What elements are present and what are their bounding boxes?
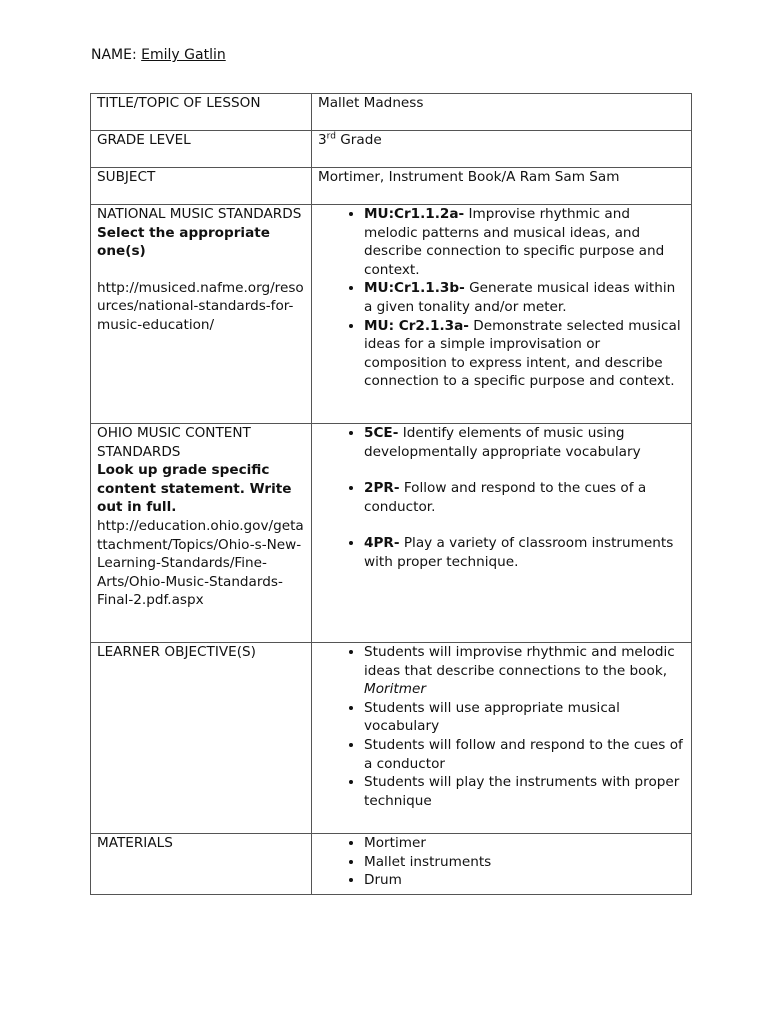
ohio-label-plain: OHIO MUSIC CONTENT STANDARDS	[97, 425, 251, 460]
list-item	[364, 424, 685, 461]
standard-text: Play a variety of classroom instruments with proper technique.	[364, 535, 674, 570]
title-value: Mallet Madness	[312, 94, 692, 131]
national-standards-list	[318, 205, 685, 391]
standard-code: MU:Cr1.1.3b-	[364, 280, 465, 297]
list-item	[364, 534, 685, 571]
list-item: • Mallet instruments	[364, 853, 685, 872]
subject-label: SUBJECT	[91, 168, 312, 205]
grade-suffix: rd	[326, 131, 336, 142]
list-item: • Drum	[364, 871, 685, 890]
national-label-bold: Select the appropriate one(s)	[97, 224, 270, 260]
list-item	[364, 317, 685, 391]
list-item	[364, 479, 685, 516]
national-label-plain: NATIONAL MUSIC STANDARDS	[97, 206, 302, 222]
grade-number: 3	[318, 132, 327, 148]
standard-text: Improvise rhythmic and melodic patterns and musical ideas, and describe connection to specific purpose and context.	[364, 206, 665, 278]
grade-label: GRADE LEVEL	[91, 131, 312, 168]
objectives-value-cell	[312, 643, 692, 834]
lesson-plan-table	[90, 93, 692, 895]
national-link[interactable]: http://musiced.nafme.org/resources/national-standards-for-music-education/	[97, 279, 304, 333]
list-item: • Mortimer	[364, 834, 685, 853]
standard-code: 5CE-	[364, 425, 399, 441]
grade-value	[312, 131, 692, 168]
list-item: • Students will use appropriate musical vocabulary	[364, 699, 685, 736]
objective-book-title: Moritmer	[364, 681, 426, 698]
list-item	[364, 205, 685, 279]
subject-value: Mortimer, Instrument Book/A Ram Sam Sam	[312, 168, 692, 205]
objective-text: Students will improvise rhythmic and melodic ideas that describe connections to the book,	[364, 644, 675, 679]
standard-text: Follow and respond to the cues of a conductor.	[364, 480, 647, 515]
standard-code: 2PR-	[364, 480, 400, 497]
objectives-list	[318, 643, 685, 810]
list-item: • Students will play the instruments with proper technique	[364, 773, 685, 810]
row-learner-objectives	[91, 643, 692, 834]
list-item	[364, 643, 685, 699]
objectives-label: LEARNER OBJECTIVE(S)	[91, 643, 312, 834]
materials-value-cell	[312, 834, 692, 895]
list-item	[364, 279, 685, 316]
standard-code: 4PR-	[364, 535, 400, 552]
ohio-value-cell	[312, 424, 692, 643]
grade-rest: Grade	[335, 132, 382, 148]
row-title	[91, 94, 692, 131]
standard-code: MU: Cr2.1.3a-	[364, 317, 469, 334]
national-value-cell	[312, 205, 692, 424]
ohio-link[interactable]: http://education.ohio.gov/getattachment/Topics/Ohio-s-New-Learning-Standards/Fine-Arts/Ohio-Music-Standards-Final-2.pdf.aspx	[97, 517, 304, 609]
row-subject	[91, 168, 692, 205]
national-label	[97, 205, 305, 261]
name-label: NAME:	[91, 47, 142, 63]
standard-code: MU:Cr1.1.2a-	[364, 206, 465, 222]
row-ohio-standards	[91, 424, 692, 643]
name-line	[91, 46, 226, 64]
row-materials	[91, 834, 692, 895]
title-label: TITLE/TOPIC OF LESSON	[91, 94, 312, 131]
row-national-standards	[91, 205, 692, 424]
materials-label: MATERIALS	[91, 834, 312, 895]
name-value: Emily Gatlin	[141, 47, 226, 63]
standard-text: Identify elements of music using developmentally appropriate vocabulary	[364, 425, 641, 460]
standard-text: Demonstrate selected musical ideas for a simple improvisation or composition to express intent, and describe connection to a specific purpose and context.	[364, 317, 681, 390]
materials-list	[318, 834, 685, 890]
ohio-label-cell	[91, 424, 312, 643]
national-label-cell	[91, 205, 312, 424]
ohio-standards-list	[318, 424, 685, 572]
ohio-label-bold: Look up grade specific content statement. Write out in full.	[97, 462, 292, 516]
row-grade	[91, 131, 692, 168]
list-item: • Students will follow and respond to the cues of a conductor	[364, 736, 685, 773]
standard-text: Generate musical ideas within a given tonality and/or meter.	[364, 280, 676, 315]
